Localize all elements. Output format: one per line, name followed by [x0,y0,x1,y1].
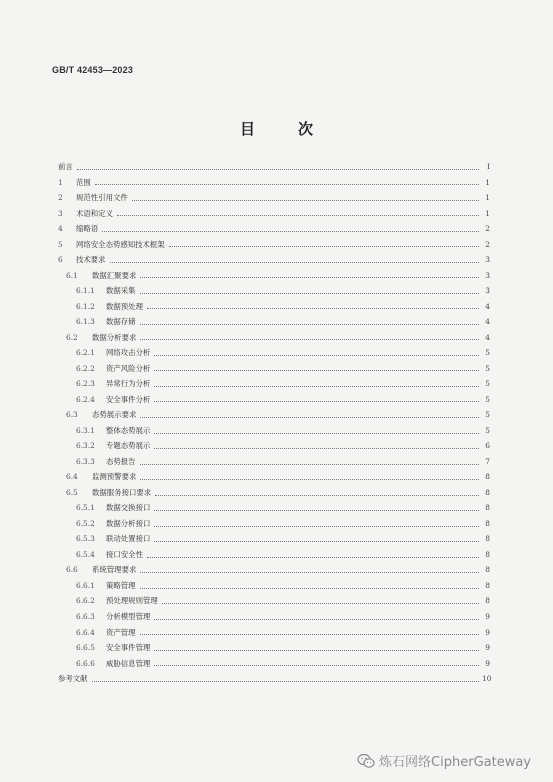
standard-code: GB/T 42453—2023 [52,65,134,75]
toc-entry-title: 策略管理 [106,580,136,590]
toc-entry-page: 8 [485,580,490,590]
toc-entry[interactable] [58,656,490,672]
toc-entry[interactable] [58,206,490,222]
toc-entry-title: 异常行为分析 [106,379,151,389]
toc-entry-title: 参考文献 [58,674,88,684]
toc-entry-number: 6 [58,255,63,265]
toc-entry-page: 2 [485,239,490,249]
dot-leader [147,556,479,558]
toc-entry-title: 数据交换接口 [106,503,151,513]
toc-entry-page: 4 [485,301,490,311]
toc-entry-number: 6.2.3 [76,379,95,389]
toc-entry-title: 缩略语 [76,224,99,234]
toc-entry-page: 7 [485,456,490,466]
dot-leader [154,540,479,542]
toc-entry-page: 1 [485,208,490,218]
toc-entry[interactable] [58,469,490,485]
toc-entry[interactable] [58,345,490,361]
toc-entry-title: 资产风险分析 [106,363,151,373]
dot-leader [154,509,479,511]
toc-entry-title: 技术要求 [76,255,106,265]
toc-entry-title: 安全事件管理 [106,643,151,653]
toc-entry-page: Ⅰ [487,162,490,172]
dot-leader [154,447,479,449]
toc-entry-title: 资产管理 [106,627,136,637]
dot-leader [140,338,479,340]
toc-entry-page: 8 [485,503,490,513]
dot-leader [169,245,479,247]
toc-entry[interactable] [58,609,490,625]
toc-entry[interactable] [58,531,490,547]
dot-leader [110,261,479,263]
toc-entry-number: 6.5.2 [76,518,95,528]
dot-leader [162,602,479,604]
toc-entry-number: 3 [58,208,63,218]
dot-leader [140,323,479,325]
dot-leader [77,168,479,170]
toc-entry[interactable] [58,221,490,237]
toc-entry-number: 6.6 [66,565,78,575]
toc-entry-title: 态势报告 [106,456,136,466]
toc-entry[interactable] [58,516,490,532]
toc-entry-title: 术语和定义 [76,208,113,218]
toc-entry-title: 安全事件分析 [106,394,151,404]
dot-leader [154,432,479,434]
dot-leader [147,307,479,309]
dot-leader [92,680,479,682]
dot-leader [154,369,479,371]
toc-entry-title: 网络攻击分析 [106,348,151,358]
dot-leader [154,618,479,620]
toc-entry-title: 专题态势展示 [106,441,151,451]
dot-leader [140,633,479,635]
toc-entry-title: 联动处置接口 [106,534,151,544]
toc-entry-title: 数据服务接口要求 [92,487,152,497]
toc-entry[interactable] [58,562,490,578]
dot-leader [140,571,479,573]
toc-entry[interactable] [58,485,490,501]
toc-entry[interactable] [58,640,490,656]
wechat-icon [357,753,375,769]
toc-entry-page: 9 [485,627,490,637]
toc-entry-title: 数据分析接口 [106,518,151,528]
toc-entry-number: 6.3 [66,410,78,420]
toc-entry-page: 3 [485,255,490,265]
dot-leader [140,478,479,480]
toc-entry-page: 8 [485,472,490,482]
dot-leader [154,385,479,387]
toc-entry-page: 8 [485,565,490,575]
toc-entry-number: 6.2 [66,332,78,342]
toc-entry-page: 5 [485,379,490,389]
toc-entry[interactable] [58,500,490,516]
toc-entry-title: 监测预警要求 [92,472,137,482]
toc-entry[interactable] [58,547,490,563]
toc-entry-number: 6.6.6 [76,658,95,668]
toc-entry[interactable] [58,283,490,299]
toc-entry-page: 9 [485,643,490,653]
toc-entry[interactable] [58,299,490,315]
toc-entry-page: 3 [485,270,490,280]
dot-leader [117,214,479,216]
toc-entry-page: 4 [485,332,490,342]
dot-leader [154,664,479,666]
toc-entry-number: 6.1 [66,270,78,280]
dot-leader [154,649,479,651]
dot-leader [140,587,479,589]
toc-entry-page: 8 [485,596,490,606]
toc-entry-title: 数据汇聚要求 [92,270,137,280]
toc-entry-title: 数据采集 [106,286,136,296]
toc-entry-page: 6 [485,441,490,451]
toc-entry-number: 6.2.1 [76,348,95,358]
watermark-text: 炼石网络CipherGateway [379,755,531,770]
toc-entry-title: 规范性引用文件 [76,193,128,203]
toc-entry[interactable] [58,268,490,284]
toc-entry[interactable] [58,252,490,268]
dot-leader [102,230,479,232]
toc-entry-page: 3 [485,286,490,296]
toc-entry-page: 8 [485,487,490,497]
toc-entry[interactable] [58,237,490,253]
dot-leader [140,416,479,418]
toc-entry-title: 系统管理要求 [92,565,137,575]
toc-entry-number: 6.1.2 [76,301,95,311]
toc-entry-title: 数据分析要求 [92,332,137,342]
dot-leader [155,494,479,496]
toc-entry-title: 预处理规则管理 [106,596,158,606]
toc-entry-number: 6.6.2 [76,596,95,606]
toc-entry-number: 6.3.1 [76,425,95,435]
toc-entry[interactable] [58,361,490,377]
toc-entry[interactable] [58,438,490,454]
toc-entry-number: 5 [58,239,63,249]
toc-entry-title: 前言 [58,162,73,172]
toc-entry[interactable] [58,314,490,330]
dot-leader [140,463,479,465]
toc-entry[interactable] [58,330,490,346]
dot-leader [154,400,479,402]
toc-entry-title: 态势展示要求 [92,410,137,420]
toc-entry-number: 6.2.4 [76,394,95,404]
toc-entry-title: 分析模型管理 [106,612,151,621]
dot-leader [140,292,479,294]
toc-entry[interactable] [58,407,490,423]
toc-entry-number: 6.2.2 [76,363,95,373]
toc-entry-page: 4 [485,317,490,327]
toc-entry[interactable] [58,159,490,175]
toc-entry-page: 2 [485,224,490,234]
toc-entry-number: 6.6.4 [76,627,95,637]
toc-title: 目 次 [239,120,327,138]
toc-entry-number: 6.3.3 [76,456,95,466]
toc-entry-title: 整体态势展示 [106,425,151,435]
toc-entry[interactable] [58,593,490,609]
toc-entry[interactable] [58,190,490,206]
toc-entry-page: 10 [482,674,492,684]
toc-entry-page: 9 [485,658,490,668]
toc-entry[interactable] [58,454,490,470]
toc-entry-title: 数据预处理 [106,301,143,311]
toc-entry[interactable] [58,578,490,594]
toc-entry-number: 6.5.4 [76,549,95,559]
toc-entry-number: 6.5.1 [76,503,95,513]
toc-entry-page: 5 [485,394,490,404]
toc-entry-title: 数据存储 [106,317,136,327]
dot-leader [140,276,479,278]
toc-entry-page: 1 [485,193,490,203]
toc-entry-page: 5 [485,425,490,435]
toc-entry-number: 6.6.3 [76,612,95,621]
toc-entry-page: 9 [485,612,490,621]
toc-entry[interactable] [58,392,490,408]
dot-leader [154,354,479,356]
toc-entry-number: 6.1.3 [76,317,95,327]
watermark [357,751,531,770]
toc-entry-title: 网络安全态势感知技术框架 [76,239,165,249]
toc-entry-title: 范围 [76,177,91,187]
toc-entry-title: 接口安全性 [106,549,143,559]
toc-entry-number: 6.3.2 [76,441,95,451]
toc-entry-number: 6.5 [66,487,78,497]
toc-entry[interactable] [58,624,490,640]
dot-leader [95,183,479,185]
toc-entry[interactable] [58,376,490,392]
toc-entry-number: 6.4 [66,472,78,482]
toc-entry-number: 6.6.1 [76,580,95,590]
toc-entry-number: 6.1.1 [76,286,95,296]
toc-entry-number: 4 [58,224,63,234]
table-of-contents [58,159,490,687]
toc-entry-page: 1 [485,177,490,187]
toc-entry-number: 1 [58,177,63,187]
dot-leader [154,525,479,527]
toc-entry[interactable] [58,423,490,439]
toc-entry-number: 6.6.5 [76,643,95,653]
toc-entry-page: 8 [485,549,490,559]
toc-entry-number: 2 [58,193,63,203]
dot-leader [132,199,479,201]
toc-entry-page: 8 [485,534,490,544]
toc-entry-page: 5 [485,410,490,420]
toc-entry[interactable] [58,175,490,191]
toc-entry[interactable] [58,671,490,687]
toc-entry-page: 5 [485,363,490,373]
toc-entry-page: 8 [485,518,490,528]
toc-entry-number: 6.5.3 [76,534,95,544]
toc-entry-title: 威胁信息管理 [106,658,151,668]
toc-entry-page: 5 [485,348,490,358]
